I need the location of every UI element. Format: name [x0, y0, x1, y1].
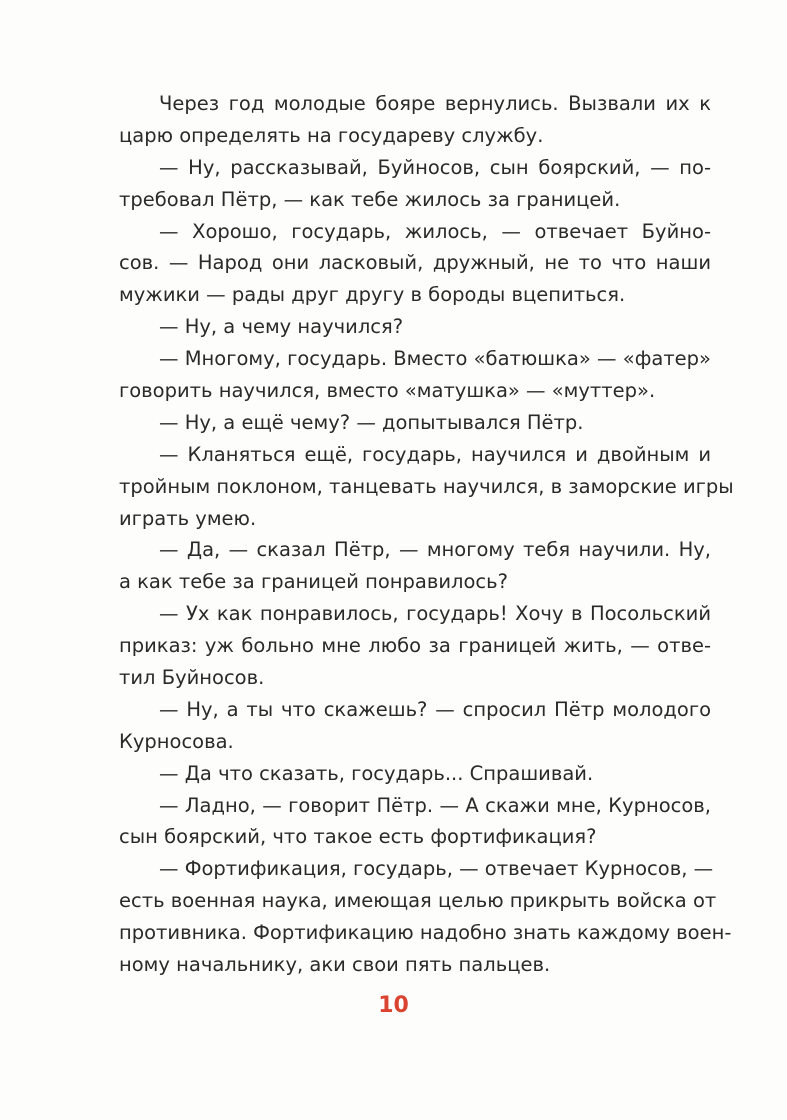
text-line: — Да, — сказал Пётр, — многому тебя научили. Ну, [159, 538, 711, 562]
story-text [119, 88, 734, 981]
page-number: 10 [378, 993, 409, 1018]
text-line: приказ: уж больно мне любо за границей жить, — отве- [119, 634, 711, 658]
text-line: — Фортификация, государь, — отвечает Курносов, — [159, 857, 714, 881]
text-line: а как тебе за границей понравилось? [119, 570, 508, 594]
text-line: — Ну, а ещё чему? — допытывался Пётр. [159, 410, 584, 434]
text-line: — Ну, а чему научился? [159, 315, 404, 339]
text-line: — Ну, рассказывай, Буйносов, сын боярский, — по- [159, 155, 711, 179]
text-line: есть военная наука, имеющая целью прикрыть войска от [119, 889, 717, 913]
text-line: — Ладно, — говорит Пётр. — А скажи мне, Курносов, [159, 793, 711, 817]
text-line: — Ух как понравилось, государь! Хочу в Посольский [159, 602, 711, 626]
text-line: царю определять на государеву службу. [119, 123, 544, 147]
text-line: мужики — рады друг другу в бороды вцепиться. [119, 283, 626, 307]
text-line: — Да что сказать, государь... Спрашивай. [159, 761, 594, 785]
text-line: Курносова. [119, 729, 234, 753]
text-line: тройным поклоном, танцевать научился, в заморские игры [119, 474, 734, 498]
text-line: — Многому, государь. Вместо «батюшка» — «фатер» [159, 347, 711, 371]
text-line: тил Буйносов. [119, 666, 265, 690]
text-line: противника. Фортификацию надобно знать каждому воен- [119, 921, 732, 945]
text-line: Через год молодые бояре вернулись. Вызвали их к [159, 92, 711, 115]
text-line: играть умею. [119, 506, 257, 530]
text-line: сов. — Народ они ласковый, дружный, не то что наши [119, 251, 711, 275]
text-line: — Кланяться ещё, государь, научился и двойным и [159, 442, 711, 466]
text-line: ному начальнику, аки свои пять пальцев. [119, 953, 551, 977]
text-line: — Хорошо, государь, жилось, — отвечает Буйно- [159, 219, 711, 243]
text-line: требовал Пётр, — как тебе жилось за границей. [119, 187, 621, 211]
text-line: сын боярский, что такое есть фортификация? [119, 825, 597, 849]
text-line: — Ну, а ты что скажешь? — спросил Пётр молодого [159, 697, 711, 721]
text-line: говорить научился, вместо «матушка» — «муттер». [119, 379, 656, 403]
